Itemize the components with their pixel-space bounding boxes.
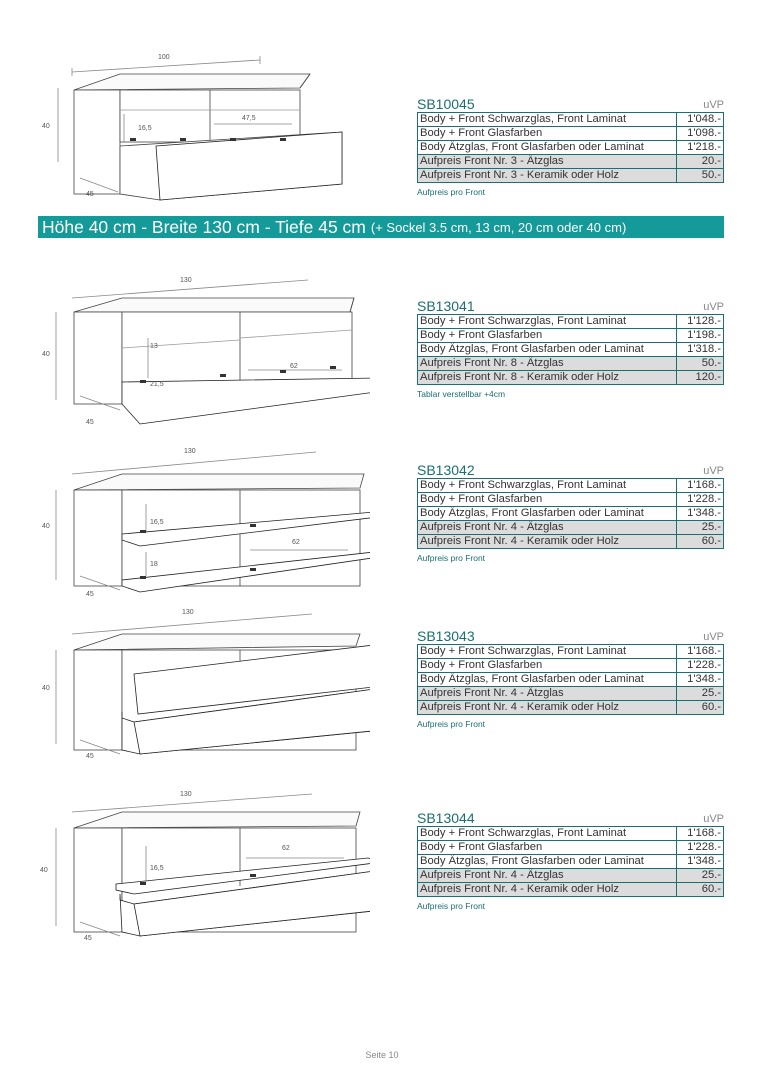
surcharge-row <box>418 155 724 169</box>
dim-width: 130 <box>182 609 194 616</box>
price-row <box>418 113 724 127</box>
variant-price: 1'048.- <box>677 113 724 127</box>
note: Tablar verstellbar +4cm <box>417 389 506 399</box>
dim-height: 40 <box>40 867 48 874</box>
dim-depth: 45 <box>86 591 94 598</box>
price-row <box>418 141 724 155</box>
price-row <box>418 659 724 673</box>
note: Aufpreis pro Front <box>417 901 486 911</box>
dim-b: 62 <box>282 845 290 852</box>
price-row <box>418 329 724 343</box>
price-table <box>417 112 724 183</box>
dim-width: 130 <box>184 448 196 455</box>
variant-label: Aufpreis Front Nr. 3 - Ätzglas <box>418 155 677 169</box>
variant-label: Body Ätzglas, Front Glasfarben oder Laminat <box>418 855 677 869</box>
variant-price: 1'168.- <box>677 827 724 841</box>
price-block <box>417 462 724 563</box>
variant-label: Body + Front Schwarzglas, Front Laminat <box>418 479 677 493</box>
section-header <box>38 216 724 238</box>
variant-label: Body + Front Schwarzglas, Front Laminat <box>418 645 677 659</box>
variant-price: 60.- <box>677 701 724 715</box>
dim-depth: 45 <box>86 753 94 760</box>
dim-width: 130 <box>180 791 192 798</box>
variant-label: Aufpreis Front Nr. 4 - Keramik oder Holz <box>418 701 677 715</box>
sideboard-drawing <box>30 786 370 946</box>
price-table <box>417 478 724 549</box>
price-row <box>418 127 724 141</box>
page-number: Seite 10 <box>365 1050 399 1060</box>
dim-c: 18 <box>150 561 158 568</box>
price-row <box>418 855 724 869</box>
variant-price: 1'348.- <box>677 855 724 869</box>
variant-price: 1'218.- <box>677 141 724 155</box>
dim-depth: 45 <box>86 419 94 426</box>
sideboard-drawing <box>30 604 370 764</box>
variant-price: 60.- <box>677 883 724 897</box>
uvp-label: uVP <box>703 301 724 313</box>
price-row <box>418 315 724 329</box>
variant-price: 60.- <box>677 535 724 549</box>
price-row <box>418 827 724 841</box>
variant-price: 25.- <box>677 869 724 883</box>
variant-price: 1'348.- <box>677 507 724 521</box>
dim-a: 16,5 <box>150 865 164 872</box>
uvp-label: uVP <box>703 631 724 643</box>
dim-b: 47,5 <box>242 115 256 122</box>
variant-price: 25.- <box>677 521 724 535</box>
variant-label: Aufpreis Front Nr. 4 - Keramik oder Holz <box>418 535 677 549</box>
model-number: SB13044 <box>417 810 475 826</box>
variant-label: Body Ätzglas, Front Glasfarben oder Laminat <box>418 507 677 521</box>
dim-b: 62 <box>290 363 298 370</box>
price-row <box>418 343 724 357</box>
variant-label: Body Ätzglas, Front Glasfarben oder Laminat <box>418 141 677 155</box>
variant-label: Aufpreis Front Nr. 4 - Ätzglas <box>418 687 677 701</box>
note: Aufpreis pro Front <box>417 719 486 729</box>
variant-label: Body + Front Glasfarben <box>418 329 677 343</box>
dim-height: 40 <box>42 351 50 358</box>
variant-price: 1'318.- <box>677 343 724 357</box>
variant-label: Body + Front Schwarzglas, Front Laminat <box>418 827 677 841</box>
dim-height: 40 <box>42 123 50 130</box>
price-block <box>417 298 724 399</box>
uvp-label: uVP <box>703 813 724 825</box>
variant-price: 25.- <box>677 687 724 701</box>
price-row <box>418 507 724 521</box>
variant-label: Aufpreis Front Nr. 4 - Ätzglas <box>418 521 677 535</box>
variant-price: 1'128.- <box>677 315 724 329</box>
dim-a: 16,5 <box>150 519 164 526</box>
price-block <box>417 628 724 729</box>
dim-c: 21,5 <box>150 381 164 388</box>
surcharge-row <box>418 169 724 183</box>
price-table <box>417 314 724 385</box>
variant-price: 120.- <box>677 371 724 385</box>
variant-label: Aufpreis Front Nr. 8 - Ätzglas <box>418 357 677 371</box>
dim-width: 100 <box>158 54 170 61</box>
variant-price: 50.- <box>677 357 724 371</box>
variant-price: 1'228.- <box>677 841 724 855</box>
variant-label: Body + Front Glasfarben <box>418 659 677 673</box>
price-row <box>418 841 724 855</box>
surcharge-row <box>418 357 724 371</box>
price-row <box>418 645 724 659</box>
variant-price: 20.- <box>677 155 724 169</box>
variant-label: Body Ätzglas, Front Glasfarben oder Laminat <box>418 673 677 687</box>
variant-label: Aufpreis Front Nr. 4 - Keramik oder Holz <box>418 883 677 897</box>
price-row <box>418 479 724 493</box>
variant-price: 1'348.- <box>677 673 724 687</box>
price-block <box>417 96 724 197</box>
variant-label: Body + Front Glasfarben <box>418 841 677 855</box>
variant-price: 1'098.- <box>677 127 724 141</box>
variant-label: Body Ätzglas, Front Glasfarben oder Laminat <box>418 343 677 357</box>
model-number: SB13041 <box>417 298 475 314</box>
surcharge-row <box>418 701 724 715</box>
variant-label: Body + Front Schwarzglas, Front Laminat <box>418 113 677 127</box>
dim-b: 62 <box>292 539 300 546</box>
variant-price: 1'198.- <box>677 329 724 343</box>
model-number: SB13043 <box>417 628 475 644</box>
variant-label: Body + Front Glasfarben <box>418 493 677 507</box>
variant-label: Body + Front Schwarzglas, Front Laminat <box>418 315 677 329</box>
variant-price: 1'228.- <box>677 493 724 507</box>
dim-height: 40 <box>42 523 50 530</box>
surcharge-row <box>418 535 724 549</box>
model-number: SB13042 <box>417 462 475 478</box>
variant-price: 1'228.- <box>677 659 724 673</box>
price-row <box>418 493 724 507</box>
sideboard-drawing <box>30 270 370 430</box>
surcharge-row <box>418 687 724 701</box>
surcharge-row <box>418 883 724 897</box>
price-table <box>417 826 724 897</box>
dim-depth: 45 <box>84 935 92 942</box>
variant-price: 1'168.- <box>677 479 724 493</box>
variant-label: Body + Front Glasfarben <box>418 127 677 141</box>
variant-price: 1'168.- <box>677 645 724 659</box>
sideboard-drawing <box>30 440 370 600</box>
uvp-label: uVP <box>703 465 724 477</box>
variant-label: Aufpreis Front Nr. 4 - Ätzglas <box>418 869 677 883</box>
price-block <box>417 810 724 911</box>
surcharge-row <box>418 521 724 535</box>
uvp-label: uVP <box>703 99 724 111</box>
dim-a: 16,5 <box>138 125 152 132</box>
dim-width: 130 <box>180 277 192 284</box>
section-title: Höhe 40 cm - Breite 130 cm - Tiefe 45 cm <box>42 216 366 237</box>
price-table <box>417 644 724 715</box>
price-row <box>418 673 724 687</box>
note: Aufpreis pro Front <box>417 553 486 563</box>
variant-label: Aufpreis Front Nr. 3 - Keramik oder Holz <box>418 169 677 183</box>
dim-height: 40 <box>42 685 50 692</box>
model-number: SB10045 <box>417 96 475 112</box>
dim-depth: 45 <box>86 191 94 198</box>
surcharge-row <box>418 371 724 385</box>
note: Aufpreis pro Front <box>417 187 486 197</box>
sideboard-drawing <box>30 50 370 210</box>
variant-label: Aufpreis Front Nr. 8 - Keramik oder Holz <box>418 371 677 385</box>
surcharge-row <box>418 869 724 883</box>
dim-a: 13 <box>150 343 158 350</box>
section-subtitle: (+ Sockel 3.5 cm, 13 cm, 20 cm oder 40 cm) <box>370 219 627 235</box>
variant-price: 50.- <box>677 169 724 183</box>
